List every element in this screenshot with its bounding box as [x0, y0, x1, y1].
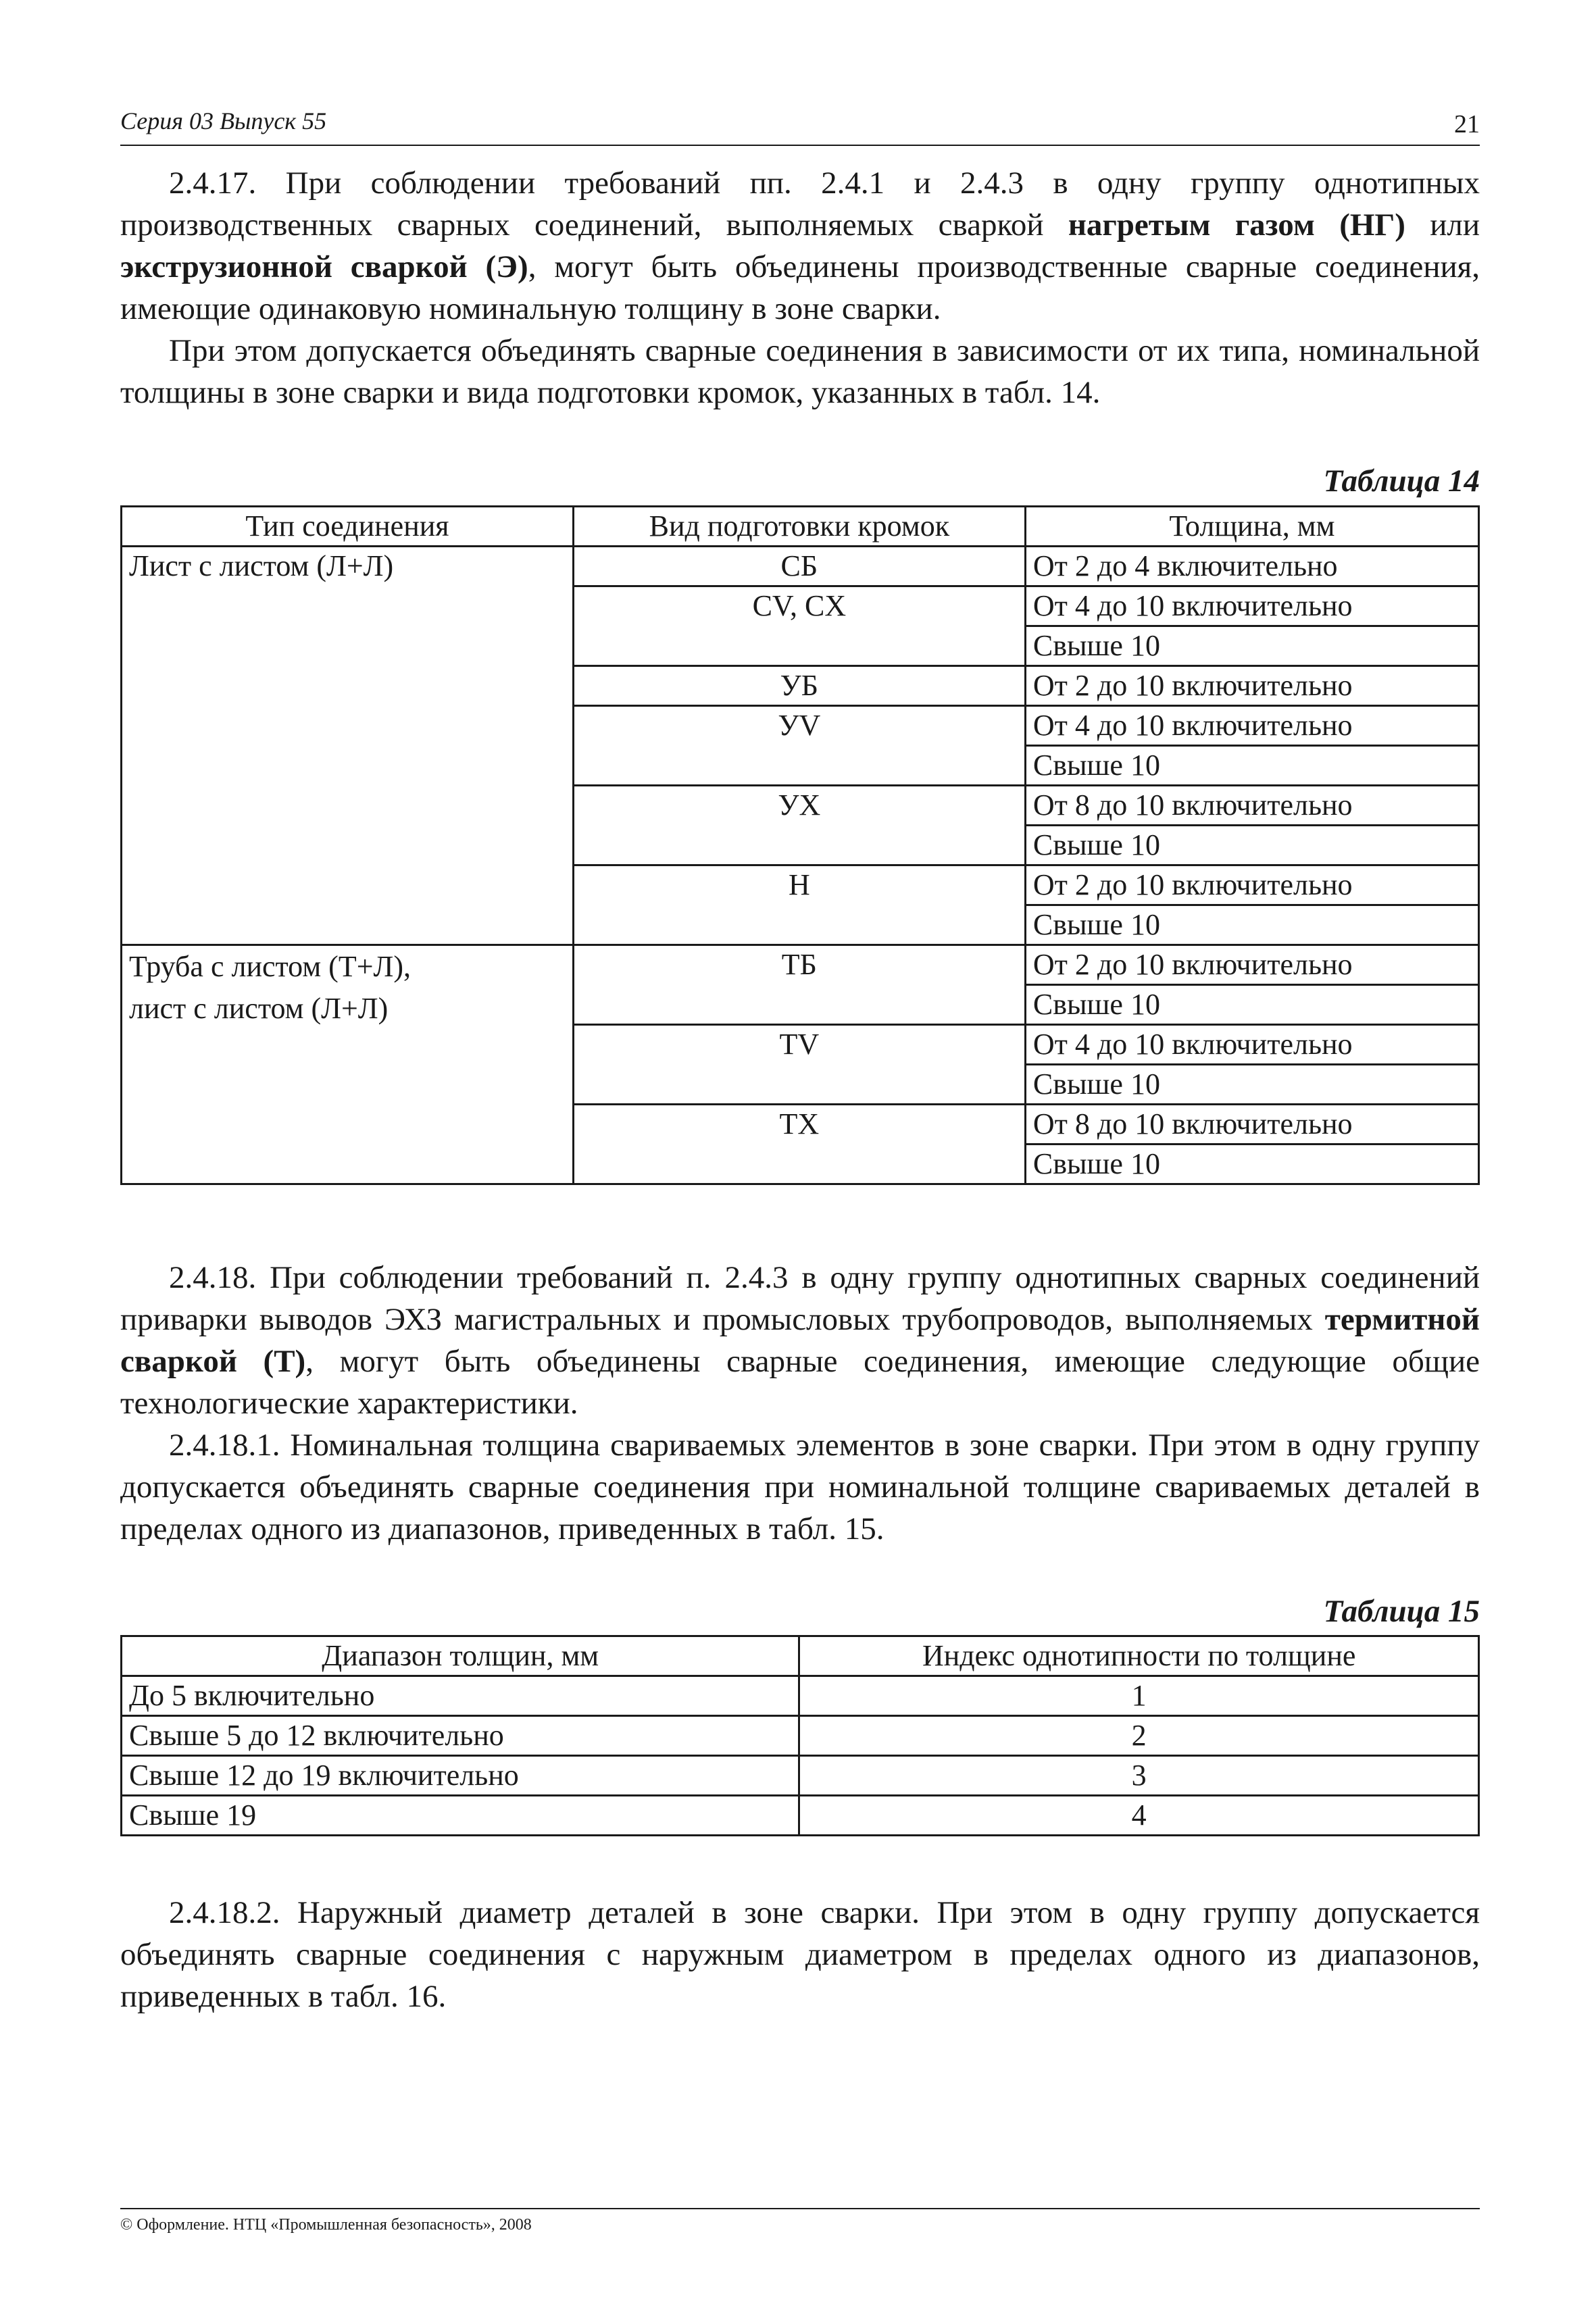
- range-cell: Свыше 19: [122, 1796, 799, 1836]
- edge-cell: Н: [573, 865, 1025, 945]
- table-15-caption: Таблица 15: [1323, 1594, 1480, 1629]
- joint-type-cell: Лист с листом (Л+Л): [122, 547, 574, 945]
- edge-cell: УV: [573, 706, 1025, 786]
- edge-cell: ТV: [573, 1025, 1025, 1105]
- joint-type-line-1: Труба с листом (Т+Л),: [129, 950, 412, 983]
- thickness-cell: Свыше 10: [1025, 746, 1478, 786]
- page-footer: © Оформление. НТЦ «Промышленная безопасность», 2008: [120, 2208, 1480, 2234]
- table-14-caption: Таблица 14: [1323, 463, 1480, 499]
- paragraph-2-4-18-2: [120, 1892, 1480, 2017]
- page-number: 21: [1454, 110, 1480, 139]
- joint-type-line-2: лист с листом (Л+Л): [129, 992, 389, 1025]
- index-cell: 4: [799, 1796, 1479, 1836]
- series-label: Серия 03 Выпуск 55: [120, 107, 327, 134]
- edge-cell: ТХ: [573, 1105, 1025, 1184]
- p1-text-c: или: [1405, 207, 1480, 243]
- table-header-row: [122, 1636, 1479, 1676]
- thickness-cell: От 4 до 10 включительно: [1025, 1025, 1478, 1065]
- thickness-cell: Свыше 10: [1025, 905, 1478, 945]
- thickness-cell: Свыше 10: [1025, 826, 1478, 865]
- table-row: [122, 945, 1479, 985]
- column-header: Диапазон толщин, мм: [122, 1636, 799, 1676]
- thickness-cell: Свыше 10: [1025, 1145, 1478, 1184]
- edge-cell: УБ: [573, 666, 1025, 706]
- table-row: [122, 1676, 1479, 1716]
- edge-cell: СБ: [573, 547, 1025, 586]
- index-cell: 1: [799, 1676, 1479, 1716]
- p1-bold-hot-gas: нагретым газом (НГ): [1068, 207, 1405, 243]
- page-header: [120, 107, 1480, 146]
- range-cell: Свыше 12 до 19 включительно: [122, 1756, 799, 1796]
- thickness-cell: От 2 до 10 включительно: [1025, 945, 1478, 985]
- thickness-cell: Свыше 10: [1025, 626, 1478, 666]
- thickness-cell: Свыше 10: [1025, 1065, 1478, 1105]
- p5-text: 2.4.18.2. Наружный диаметр деталей в зоне сварки. При этом в одну группу допускается объединять сварные соединения с наружным диаметром в пределах одного из диапазонов, приведенных в табл. 16.: [120, 1895, 1480, 2014]
- paragraph-2-4-18: [120, 1257, 1480, 1550]
- edge-cell: ТБ: [573, 945, 1025, 1025]
- column-header: Толщина, мм: [1025, 507, 1478, 547]
- thickness-cell: Свыше 10: [1025, 985, 1478, 1025]
- joint-type-cell: [122, 945, 574, 1184]
- thickness-cell: От 2 до 4 включительно: [1025, 547, 1478, 586]
- p1-text-a: 2.4.17. При соблюдении требований пп. 2.4.1 и 2.4.3 в одну группу однотипных производственных сварных соединений, выполняемых сваркой: [120, 166, 1480, 243]
- table-15: [120, 1635, 1480, 1836]
- table-row: [122, 1756, 1479, 1796]
- column-header: Вид подготовки кромок: [573, 507, 1025, 547]
- thickness-cell: От 4 до 10 включительно: [1025, 706, 1478, 746]
- table-14: [120, 505, 1480, 1185]
- p3-text-a: 2.4.18. При соблюдении требований п. 2.4.3 в одну группу однотипных сварных соединений приварки выводов ЭХЗ магистральных и промысловых трубопроводов, выполняемых: [120, 1260, 1480, 1337]
- thickness-cell: От 4 до 10 включительно: [1025, 586, 1478, 626]
- edge-cell: УХ: [573, 786, 1025, 865]
- thickness-cell: От 8 до 10 включительно: [1025, 786, 1478, 826]
- paragraph-2-4-18-1: 2.4.18.1. Номинальная толщина свариваемых элементов в зоне сварки. При этом в одну группу допускается объединять сварные соединения при номинальной толщине свариваемых деталей в пределах одного из диапазонов, приведенных в табл. 15.: [120, 1428, 1480, 1546]
- table-row: [122, 547, 1479, 586]
- p3-bold-thermite: термитной сваркой (Т): [120, 1302, 1480, 1379]
- p1-text-d: , могут быть объединены производственные сварные соединения, имеющие одинаковую номинальную толщину в зоне сварки.: [120, 249, 1480, 326]
- p3-text-c: , могут быть объединены сварные соединения, имеющие следующие общие технологические характеристики.: [120, 1344, 1480, 1421]
- column-header: Индекс однотипности по толщине: [799, 1636, 1479, 1676]
- thickness-cell: От 2 до 10 включительно: [1025, 865, 1478, 905]
- index-cell: 2: [799, 1716, 1479, 1756]
- paragraph-table14-intro: При этом допускается объединять сварные соединения в зависимости от их типа, номинальной толщины в зоне сварки и вида подготовки кромок, указанных в табл. 14.: [120, 333, 1480, 410]
- column-header: Тип соединения: [122, 507, 574, 547]
- thickness-cell: От 2 до 10 включительно: [1025, 666, 1478, 706]
- index-cell: 3: [799, 1756, 1479, 1796]
- range-cell: До 5 включительно: [122, 1676, 799, 1716]
- thickness-cell: От 8 до 10 включительно: [1025, 1105, 1478, 1145]
- edge-cell: CV, CX: [573, 586, 1025, 666]
- table-row: [122, 1796, 1479, 1836]
- table-row: [122, 1716, 1479, 1756]
- table-header-row: [122, 507, 1479, 547]
- paragraph-2-4-17: [120, 162, 1480, 413]
- p1-bold-extrusion: экструзионной сваркой (Э): [120, 249, 528, 284]
- range-cell: Свыше 5 до 12 включительно: [122, 1716, 799, 1756]
